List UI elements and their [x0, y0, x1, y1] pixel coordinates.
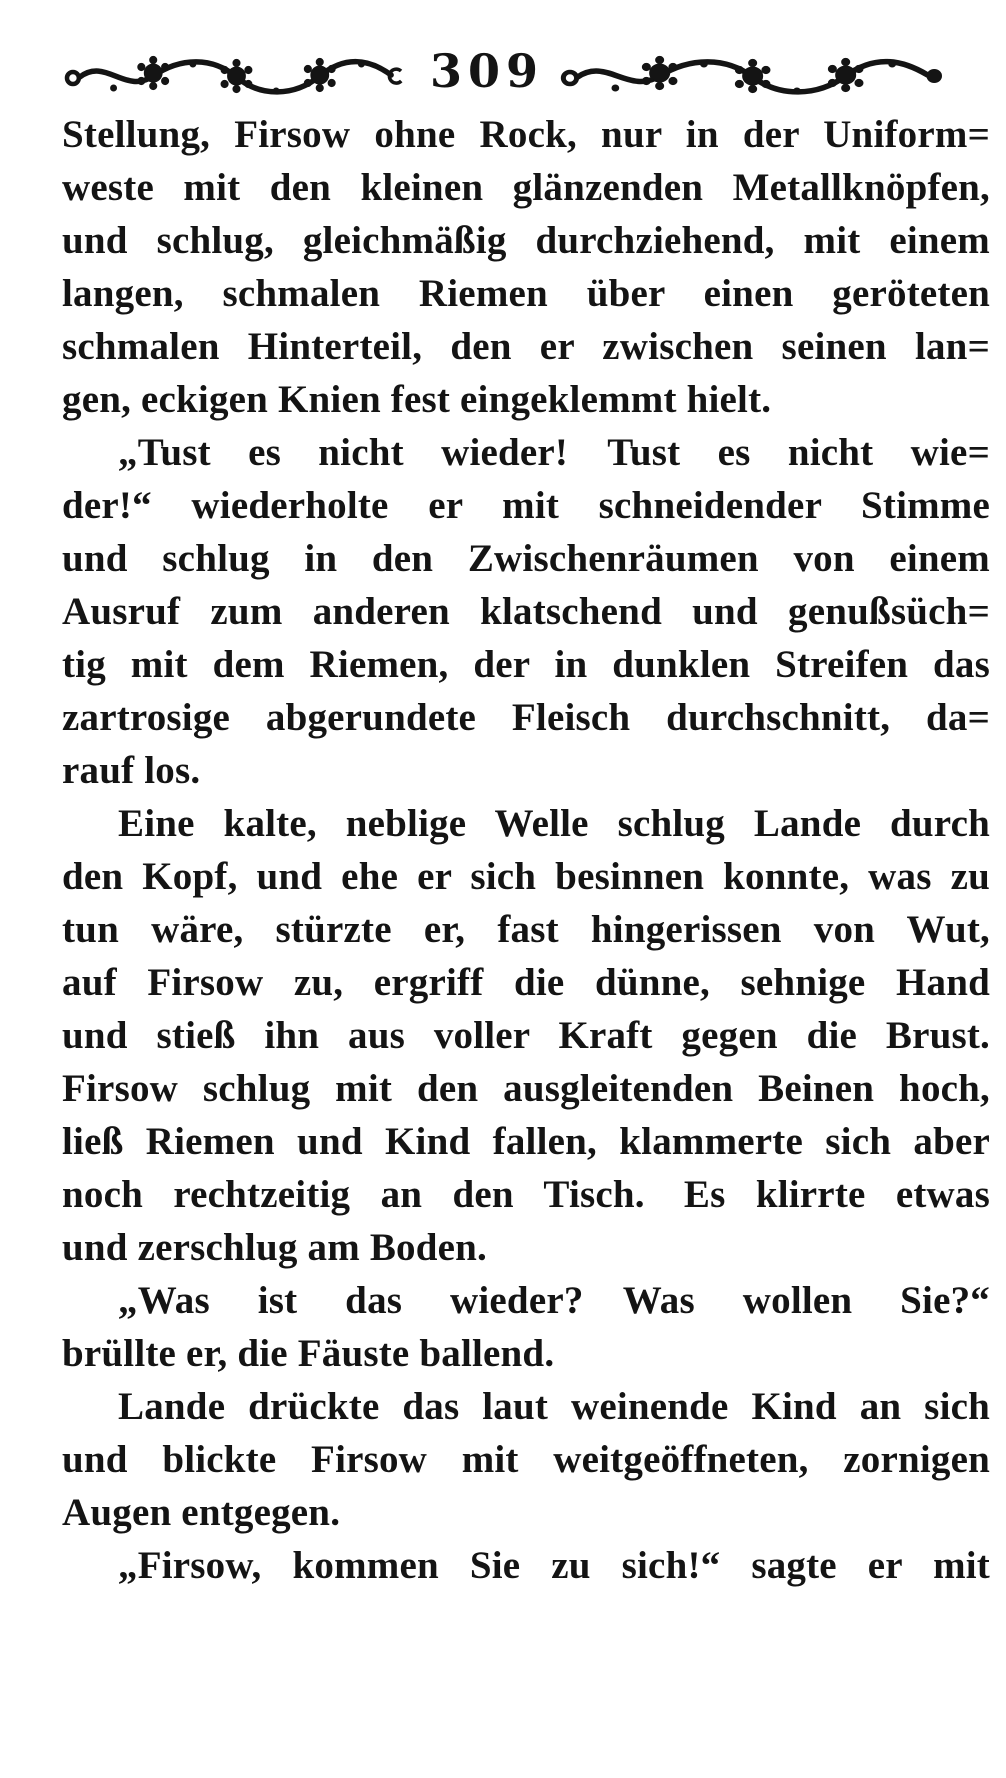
- floral-swash-ornament-left-icon: [64, 51, 406, 97]
- text-line: und zerschlug am Boden.: [62, 1226, 487, 1269]
- text-line: tun wäre, stürzte er, fast hingerissen von Wut,: [62, 908, 990, 951]
- text-line: und schlug, gleichmäßig durchziehend, mit einem: [62, 219, 990, 262]
- text-line: „Tust es nicht wieder! Tust es nicht wie=: [118, 431, 990, 474]
- text-line: Lande drückte das laut weinende Kind an sich: [118, 1385, 990, 1428]
- text-line: und blickte Firsow mit weitgeöffneten, zornigen: [62, 1438, 990, 1481]
- text-line: und schlug in den Zwischenräumen von einem: [62, 537, 990, 580]
- text-line: Firsow schlug mit den ausgleitenden Beinen hoch,: [62, 1067, 990, 1110]
- text-line: noch rechtzeitig an den Tisch. Es klirrte etwas: [62, 1173, 990, 1216]
- text-line: den Kopf, und ehe er sich besinnen konnte, was zu: [62, 855, 990, 898]
- text-line: der!“ wiederholte er mit schneidender Stimme: [62, 484, 990, 527]
- text-line: und stieß ihn aus voller Kraft gegen die Brust.: [62, 1014, 990, 1057]
- page-number: 309: [429, 44, 545, 98]
- text-line: Ausruf zum anderen klatschend und genußsüch=: [62, 590, 990, 633]
- text-line: „Firsow, kommen Sie zu sich!“ sagte er mit: [118, 1544, 990, 1587]
- text-line: Stellung, Firsow ohne Rock, nur in der Uniform=: [62, 113, 990, 156]
- text-line: „Was ist das wieder? Was wollen Sie?“: [118, 1279, 990, 1322]
- text-line: langen, schmalen Riemen über einen geröteten: [62, 272, 990, 315]
- text-line: rauf los.: [62, 749, 201, 792]
- text-line: schmalen Hinterteil, den er zwischen seinen lan=: [62, 325, 990, 368]
- text-line: Augen entgegen.: [62, 1491, 341, 1534]
- text-block: [62, 108, 990, 1592]
- text-line: brüllte er, die Fäuste ballend.: [62, 1332, 555, 1375]
- text-line: zartrosige abgerundete Fleisch durchschnitt, da=: [62, 696, 990, 739]
- text-line: auf Firsow zu, ergriff die dünne, sehnige Hand: [62, 961, 990, 1004]
- text-line: Eine kalte, neblige Welle schlug Lande durch: [118, 802, 990, 845]
- text-line: ließ Riemen und Kind fallen, klammerte sich aber: [62, 1120, 990, 1163]
- floral-swash-ornament-right-icon: [560, 51, 942, 97]
- text-line: gen, eckigen Knien fest eingeklemmt hielt.: [62, 378, 772, 421]
- page-header: [64, 42, 942, 106]
- text-line: tig mit dem Riemen, der in dunklen Streifen das: [62, 643, 990, 686]
- text-line: weste mit den kleinen glänzenden Metallknöpfen,: [62, 166, 990, 209]
